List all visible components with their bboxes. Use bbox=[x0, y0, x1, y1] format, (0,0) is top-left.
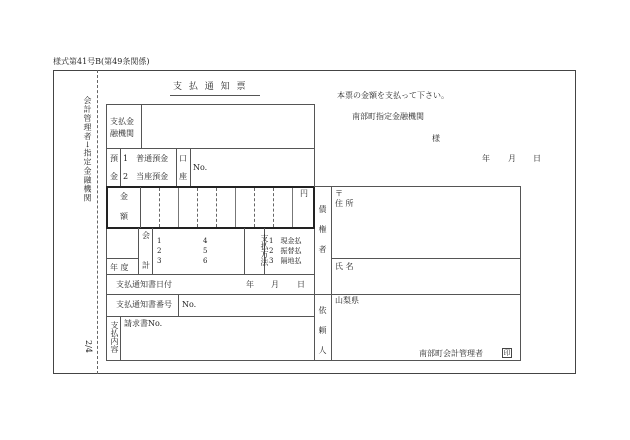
table-bottom-border bbox=[106, 360, 314, 361]
name-label: 氏 名 bbox=[335, 262, 354, 271]
cell-divider bbox=[106, 258, 138, 259]
notice-date-month: 月 bbox=[271, 280, 279, 289]
deposit-label-top: 預 bbox=[110, 154, 118, 163]
digit-divider bbox=[159, 188, 160, 227]
deposit-option-checking: 2 当座預金 bbox=[123, 172, 169, 181]
account-label-top: 口 bbox=[179, 154, 187, 163]
cell-divider bbox=[190, 148, 191, 186]
requester-label: 依頼人 bbox=[318, 306, 327, 366]
request-number-label: 請求書No. bbox=[124, 319, 163, 328]
notice-number-no: No. bbox=[182, 300, 197, 309]
method-remote: 3 隔地払 bbox=[269, 257, 302, 265]
digit-divider bbox=[273, 188, 274, 227]
digit-divider bbox=[235, 188, 236, 227]
kaikei-col-a-3: 3 bbox=[157, 257, 162, 265]
digit-divider bbox=[254, 188, 255, 227]
kaikei-label-bottom: 計 bbox=[142, 261, 150, 270]
notice-number-label: 支払通知書番号 bbox=[116, 300, 172, 309]
account-label-bottom: 座 bbox=[179, 172, 187, 181]
kaikei-col-a-1: 1 bbox=[157, 237, 162, 245]
digit-divider bbox=[216, 188, 217, 227]
deposit-label-bottom: 金 bbox=[110, 172, 118, 181]
official-title: 南部町会計管理者 bbox=[419, 349, 483, 358]
date-month: 月 bbox=[508, 154, 516, 163]
form-number-label: 様式第41号B(第49条関係) bbox=[53, 57, 150, 66]
table-right-border bbox=[314, 104, 315, 361]
digit-divider bbox=[197, 188, 198, 227]
kaikei-col-b-2: 5 bbox=[203, 247, 208, 255]
cell-divider bbox=[141, 104, 142, 148]
table-rule bbox=[106, 148, 314, 149]
perforation-line bbox=[97, 70, 98, 374]
right-row-divider bbox=[331, 258, 520, 259]
cell-divider bbox=[178, 294, 179, 316]
address-label: 住 所 bbox=[335, 199, 354, 208]
cell-divider bbox=[120, 316, 121, 360]
table-rule bbox=[106, 274, 314, 275]
kaikei-col-a-2: 2 bbox=[157, 247, 162, 255]
cell-divider bbox=[140, 187, 141, 228]
cell-divider bbox=[176, 148, 177, 186]
postal-mark: 〒 bbox=[335, 189, 343, 198]
date-year: 年 bbox=[482, 154, 490, 163]
table-rule bbox=[106, 294, 314, 295]
amount-label-top: 金 bbox=[120, 192, 128, 201]
instruction-text: 本票の金額を支払って下さい。 bbox=[337, 91, 449, 100]
amount-label-bottom: 額 bbox=[120, 212, 128, 221]
yen-label: 円 bbox=[300, 189, 308, 198]
amount-box bbox=[106, 186, 315, 229]
cell-divider bbox=[152, 228, 153, 274]
prefecture-label: 山梨県 bbox=[335, 296, 359, 305]
account-no-label: No. bbox=[193, 163, 208, 172]
right-table-right bbox=[520, 186, 521, 361]
date-day: 日 bbox=[533, 154, 541, 163]
digit-divider bbox=[178, 188, 179, 227]
kaikei-col-b-3: 6 bbox=[203, 257, 208, 265]
seal-mark: 印 bbox=[503, 349, 511, 357]
payment-content-label: 支払内容 bbox=[110, 321, 119, 353]
payee-bank-label: 支払金融機関 bbox=[110, 117, 134, 138]
page-indicator: 2/4 bbox=[84, 340, 93, 353]
right-section-divider bbox=[314, 294, 520, 295]
digit-divider bbox=[292, 188, 293, 227]
sama-label: 様 bbox=[432, 134, 440, 143]
method-cash: 1 現金払 bbox=[269, 237, 302, 245]
right-table-top bbox=[314, 186, 520, 187]
kaikei-col-b-1: 4 bbox=[203, 237, 208, 245]
cell-divider bbox=[244, 228, 245, 274]
bank-name: 南部町指定金融機関 bbox=[352, 112, 424, 121]
right-table-bottom bbox=[314, 360, 520, 361]
kaikei-label-top: 会 bbox=[142, 231, 150, 240]
notice-date-day: 日 bbox=[297, 280, 305, 289]
cell-divider bbox=[120, 148, 121, 186]
cell-divider bbox=[138, 228, 139, 274]
title-underline bbox=[170, 95, 260, 96]
table-rule bbox=[106, 316, 314, 317]
deposit-option-ordinary: 1 普通預金 bbox=[123, 154, 169, 163]
payment-method-label: 支払方法 bbox=[260, 234, 269, 266]
notice-date-year: 年 bbox=[246, 280, 254, 289]
table-left-border bbox=[106, 104, 107, 361]
table-top-border bbox=[106, 104, 314, 105]
routing-label: 会計管理者→指定金融機関 bbox=[83, 96, 92, 203]
fiscal-year-label: 年 度 bbox=[110, 263, 129, 272]
creditor-label: 債権者 bbox=[318, 205, 327, 265]
right-label-column-divider bbox=[331, 186, 332, 361]
form-title: 支 払 通 知 票 bbox=[173, 82, 248, 92]
method-transfer: 2 振替払 bbox=[269, 247, 302, 255]
notice-date-label: 支払通知書日付 bbox=[116, 280, 172, 289]
